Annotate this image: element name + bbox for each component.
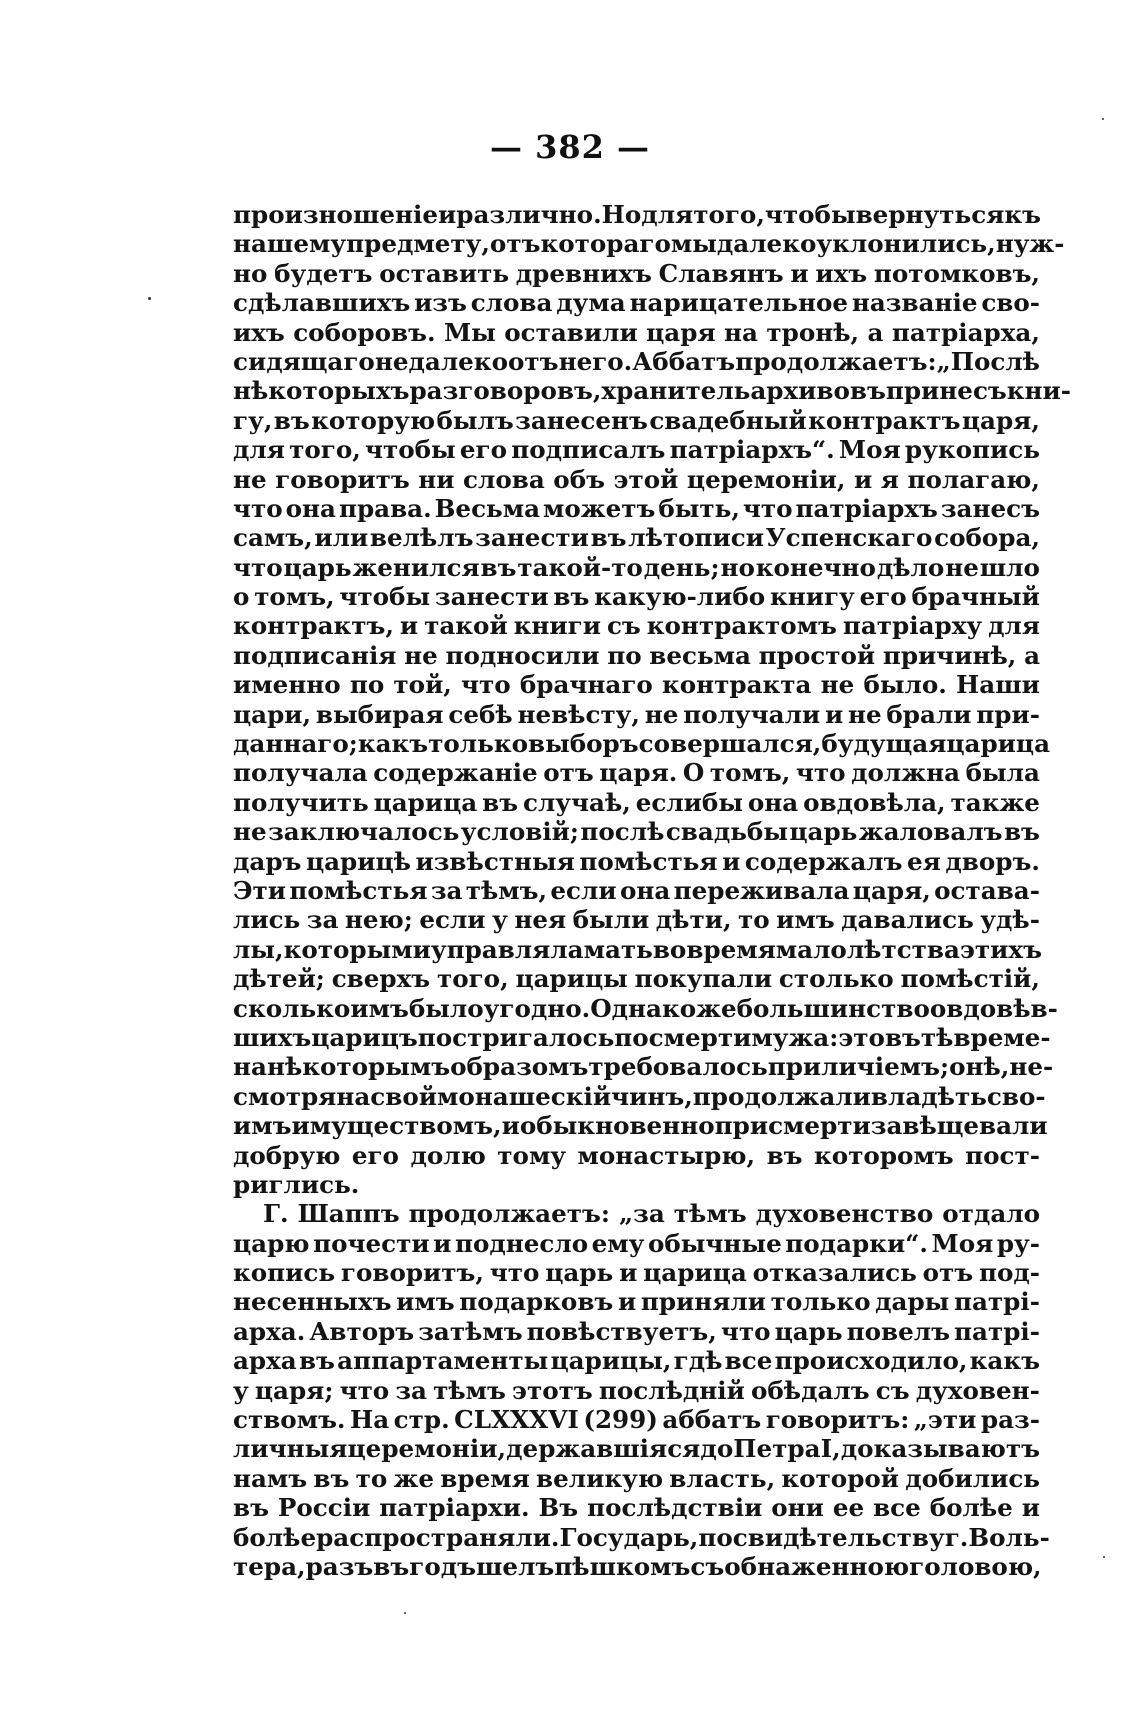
text-line: личныя церемоніи, державшіяся до Петра I, доказываютъ xyxy=(233,1434,1040,1464)
scan-speck xyxy=(148,297,151,300)
text-line: самъ, или велѣлъ занести въ лѣтописи Успенскаго собора, xyxy=(233,523,1040,553)
text-line: о томъ, чтобы занести въ какую-либо книгу его брачный xyxy=(233,582,1040,612)
text-line: копись говоритъ, что царь и царица отказались отъ под- xyxy=(233,1258,1040,1288)
text-line: царю почести и поднесло ему обычные подарки“. Моя ру- xyxy=(233,1228,1040,1258)
text-line: шихъ царицъ постригалось по смерти мужа: это въ тѣ време- xyxy=(233,1022,1051,1052)
text-line: нашему предмету, отъ котораго мы далеко уклонились, нуж- xyxy=(233,229,1065,259)
scan-speck xyxy=(1103,1556,1105,1558)
text-line: подписанія не подносили по весьма простой причинѣ, а xyxy=(233,640,1040,670)
text-line: ствомъ. На стр. CLXXXVI (299) аббатъ говоритъ: „эти раз- xyxy=(233,1405,1040,1435)
text-line: даннаго; какъ только выборъ совершался, будущая царица xyxy=(233,729,1051,759)
text-line: на нѣкоторымъ образомъ требовалось приличіемъ; онѣ, не- xyxy=(233,1052,1054,1082)
text-line: дѣтей; сверхъ того, царицы покупали столько помѣстій, xyxy=(233,964,1040,994)
text-line: арха. Авторъ затѣмъ повѣствуетъ, что царь повелъ патрі- xyxy=(233,1316,1040,1346)
text-line: контрактъ, и такой книги съ контрактомъ патріарху для xyxy=(233,611,1040,641)
text-line: лы, которыми управляла мать во время малолѣтства этихъ xyxy=(233,934,1042,964)
text-line: не заключалось условій; послѣ свадьбы царь жаловалъ въ xyxy=(233,817,1040,847)
text-line: у царя; что за тѣмъ этотъ послѣдній обѣдалъ съ духовен- xyxy=(233,1375,1040,1405)
text-line: несенныхъ имъ подарковъ и приняли только дары патрі- xyxy=(233,1287,1040,1317)
text-line: риглись. xyxy=(233,1169,360,1199)
text-line: смотря на свой монашескій чинъ, продолжали владѣть сво- xyxy=(233,1081,1046,1111)
text-line: получить царица въ случаѣ, еслибы она овдовѣла, также xyxy=(233,787,1040,817)
text-line: Г. Шаппъ продолжаетъ: „за тѣмъ духовенство отдало xyxy=(263,1199,1040,1229)
text-line: не говоритъ ни слова объ этой церемоніи, и я полагаю, xyxy=(233,464,1040,494)
text-line: лись за нею; если у нея были дѣти, то имъ давались удѣ- xyxy=(233,905,1040,935)
text-line: сидящаго недалеко отъ него. Аббатъ продолжаетъ: „Послѣ xyxy=(233,346,1040,376)
body-text xyxy=(233,200,1072,1581)
text-line: Эти помѣстья за тѣмъ, если она переживала царя, остава- xyxy=(233,875,1040,905)
text-line: гу, въ которую былъ занесенъ свадебный контрактъ царя, xyxy=(233,405,1040,435)
text-line: въ Россіи патріархи. Въ послѣдствіи они ее все болѣе и xyxy=(233,1493,1040,1523)
scan-speck xyxy=(1102,118,1104,120)
text-line: получала содержаніе отъ царя. О томъ, что должна была xyxy=(233,758,1040,788)
text-line: для того, чтобы его подписалъ патріархъ“. Моя рукопись xyxy=(233,435,1040,465)
text-line: сдѣлавшихъ изъ слова дума нарицательное названіе сво- xyxy=(233,288,1040,318)
text-line: болѣе распространяли. Государь, по свидѣтельству г. Воль- xyxy=(233,1522,1050,1552)
text-line: сколько имъ было угодно. Однакоже большинство овдовѣв- xyxy=(233,993,1058,1023)
text-line: что она права. Весьма можетъ быть, что патріархъ занесъ xyxy=(233,493,1040,523)
page-number: — 382 — xyxy=(489,128,651,166)
text-line: нѣкоторыхъ разговоровъ, хранитель архивовъ принесъ кни- xyxy=(233,376,1072,406)
scan-speck xyxy=(404,1612,406,1614)
text-line: арха въ аппартаменты царицы, гдѣ все происходило, какъ xyxy=(233,1346,1040,1376)
text-line: именно по той, что брачнаго контракта не было. Наши xyxy=(233,670,1040,700)
text-line: имъ имуществомъ, и обыкновенно при смерти завѣщевали xyxy=(233,1111,1048,1141)
text-line: что царь женился въ такой-то день; но конечно дѣло не шло xyxy=(233,552,1040,582)
text-line: даръ царицѣ извѣстныя помѣстья и содержалъ ея дворъ. xyxy=(233,846,1040,876)
text-line: цари, выбирая себѣ невѣсту, не получали и не брали при- xyxy=(233,699,1040,729)
text-line: ихъ соборовъ. Мы оставили царя на тронѣ, а патріарха, xyxy=(233,317,1040,347)
text-line: добрую его долю тому монастырю, въ которомъ пост- xyxy=(233,1140,1040,1170)
text-line: намъ въ то же время великую власть, которой добились xyxy=(233,1463,1040,1493)
text-line: но будетъ оставить древнихъ Славянъ и ихъ потомковъ, xyxy=(233,258,1040,288)
text-line: тера, разъ въ годъ шелъ пѣшкомъ съ обнаженною головою, xyxy=(233,1551,1042,1581)
text-line: произношеніе и различно. Но для того, чтобы вернуться къ xyxy=(233,200,1041,229)
